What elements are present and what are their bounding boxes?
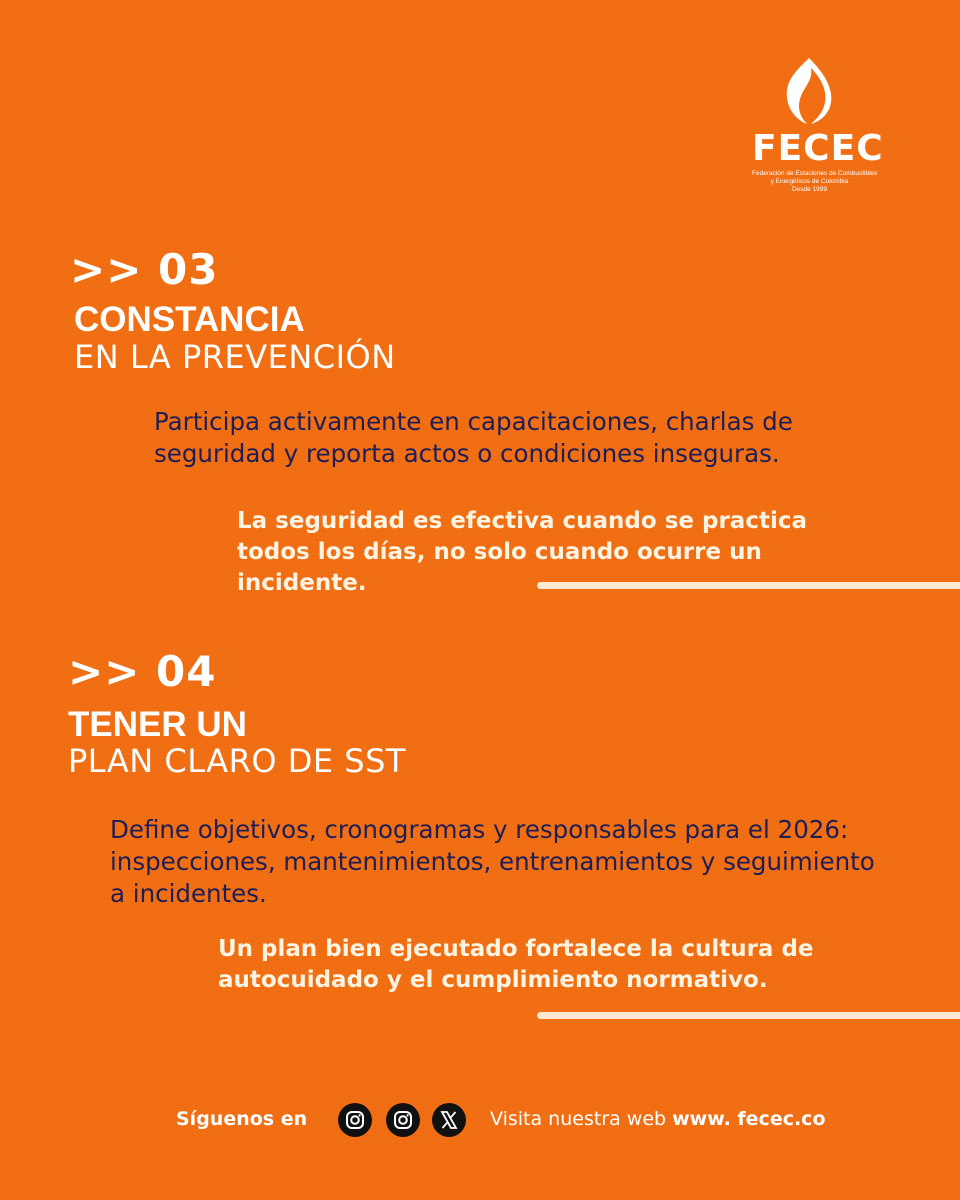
section-04-emphasis: Un plan bien ejecutado fortalece la cultura de autocuidado y el cumplimiento normativo. [218, 936, 814, 993]
divider-line [537, 1012, 960, 1019]
section-03-title-bold: CONSTANCIA [74, 300, 305, 339]
section-03-emphasis: La seguridad es efectiva cuando se practica todos los días, no solo cuando ocurre un incidente. [237, 508, 807, 596]
website-label: Visita nuestra web [490, 1108, 667, 1130]
flame-icon [777, 56, 837, 126]
divider-line [537, 582, 960, 589]
follow-label: Síguenos en [176, 1108, 308, 1130]
section-03-body: Participa activamente en capacitaciones, charlas de seguridad y reporta actos o condiciones inseguras. [154, 407, 793, 468]
section-03-number: >> 03 [70, 245, 219, 294]
section-04-title-light: PLAN CLARO DE SST [68, 742, 406, 780]
fecec-logo [752, 56, 884, 216]
section-04-number: >> 04 [68, 647, 217, 696]
website-link[interactable]: www. fecec.co [672, 1108, 826, 1130]
logo-tagline-1: Federación de Estaciones de Combustibles [752, 170, 878, 177]
website-text [490, 1108, 826, 1130]
instagram-icon[interactable] [338, 1103, 372, 1137]
section-04-title-bold: TENER UN [68, 705, 247, 744]
section-03-title-light: EN LA PREVENCIÓN [74, 338, 396, 376]
logo-name: FECEC [752, 128, 884, 169]
instagram-icon[interactable] [386, 1103, 420, 1137]
x-icon[interactable] [432, 1103, 466, 1137]
logo-tagline-2: y Energéticos de Colombia [770, 178, 849, 185]
logo-tagline-3: Desde 1999 [791, 186, 828, 193]
section-04-body: Define objetivos, cronogramas y responsables para el 2026: inspecciones, mantenimientos, entrenamientos y seguimiento a incidentes. [110, 815, 875, 908]
